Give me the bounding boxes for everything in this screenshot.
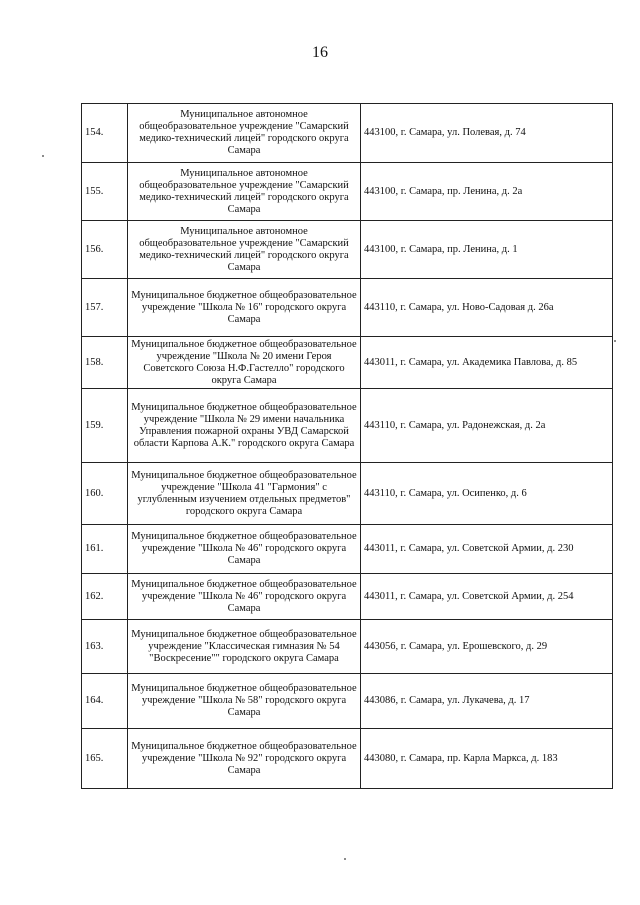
institution-name: Муниципальное бюджетное общеобразовательное учреждение "Школа № 92" городского округа Самара [128, 729, 361, 789]
row-number: 158. [82, 337, 128, 389]
table-row [82, 525, 613, 574]
table-row [82, 620, 613, 674]
institution-name: Муниципальное бюджетное общеобразовательное учреждение "Классическая гимназия № 54 "Воскресение"" городского округа Самара [128, 620, 361, 674]
table-row [82, 463, 613, 525]
scan-speck [42, 155, 44, 157]
institution-name: Муниципальное бюджетное общеобразовательное учреждение "Школа № 46" городского округа Самара [128, 525, 361, 574]
institution-address: 443100, г. Самара, пр. Ленина, д. 2а [361, 163, 613, 221]
institution-address: 443011, г. Самара, ул. Академика Павлова, д. 85 [361, 337, 613, 389]
institution-name: Муниципальное автономное общеобразовательное учреждение "Самарский медико-технический лицей" городского округа Самара [128, 163, 361, 221]
institution-name: Муниципальное автономное общеобразовательное учреждение "Самарский медико-технический лицей" городского округа Самара [128, 104, 361, 163]
table-row [82, 337, 613, 389]
scan-speck [614, 340, 616, 342]
institution-address: 443110, г. Самара, ул. Радонежская, д. 2а [361, 389, 613, 463]
institution-name: Муниципальное бюджетное общеобразовательное учреждение "Школа № 46" городского округа Самара [128, 574, 361, 620]
row-number: 162. [82, 574, 128, 620]
table-row [82, 279, 613, 337]
institution-address: 443100, г. Самара, пр. Ленина, д. 1 [361, 221, 613, 279]
institution-address: 443110, г. Самара, ул. Осипенко, д. 6 [361, 463, 613, 525]
institution-address: 443080, г. Самара, пр. Карла Маркса, д. 183 [361, 729, 613, 789]
table-row [82, 163, 613, 221]
row-number: 159. [82, 389, 128, 463]
institution-address: 443086, г. Самара, ул. Лукачева, д. 17 [361, 674, 613, 729]
institutions-table [81, 103, 613, 789]
row-number: 154. [82, 104, 128, 163]
institution-address: 443056, г. Самара, ул. Ерошевского, д. 29 [361, 620, 613, 674]
table-row [82, 104, 613, 163]
row-number: 160. [82, 463, 128, 525]
institution-address: 443100, г. Самара, ул. Полевая, д. 74 [361, 104, 613, 163]
institution-address: 443011, г. Самара, ул. Советской Армии, д. 254 [361, 574, 613, 620]
table-row [82, 674, 613, 729]
scan-speck [344, 858, 346, 860]
table-row [82, 574, 613, 620]
table-row [82, 221, 613, 279]
row-number: 165. [82, 729, 128, 789]
row-number: 163. [82, 620, 128, 674]
page-number: 16 [312, 44, 328, 61]
table-row [82, 729, 613, 789]
institution-name: Муниципальное автономное общеобразовательное учреждение "Самарский медико-технический лицей" городского округа Самара [128, 221, 361, 279]
row-number: 164. [82, 674, 128, 729]
institution-name: Муниципальное бюджетное общеобразовательное учреждение "Школа № 58" городского округа Самара [128, 674, 361, 729]
institution-address: 443110, г. Самара, ул. Ново-Садовая д. 26а [361, 279, 613, 337]
institution-name: Муниципальное бюджетное общеобразовательное учреждение "Школа 41 "Гармония" с углубленным изучением отдельных предметов" городского округа Самара [128, 463, 361, 525]
row-number: 155. [82, 163, 128, 221]
row-number: 156. [82, 221, 128, 279]
institution-name: Муниципальное бюджетное общеобразовательное учреждение "Школа № 29 имени начальника Управления пожарной охраны УВД Самарской области Карпова А.К." городского округа Самара [128, 389, 361, 463]
row-number: 161. [82, 525, 128, 574]
institution-address: 443011, г. Самара, ул. Советской Армии, д. 230 [361, 525, 613, 574]
institution-name: Муниципальное бюджетное общеобразовательное учреждение "Школа № 20 имени Героя Советского Союза Н.Ф.Гастелло" городского округа Самара [128, 337, 361, 389]
row-number: 157. [82, 279, 128, 337]
institution-name: Муниципальное бюджетное общеобразовательное учреждение "Школа № 16" городского округа Самара [128, 279, 361, 337]
table-row [82, 389, 613, 463]
